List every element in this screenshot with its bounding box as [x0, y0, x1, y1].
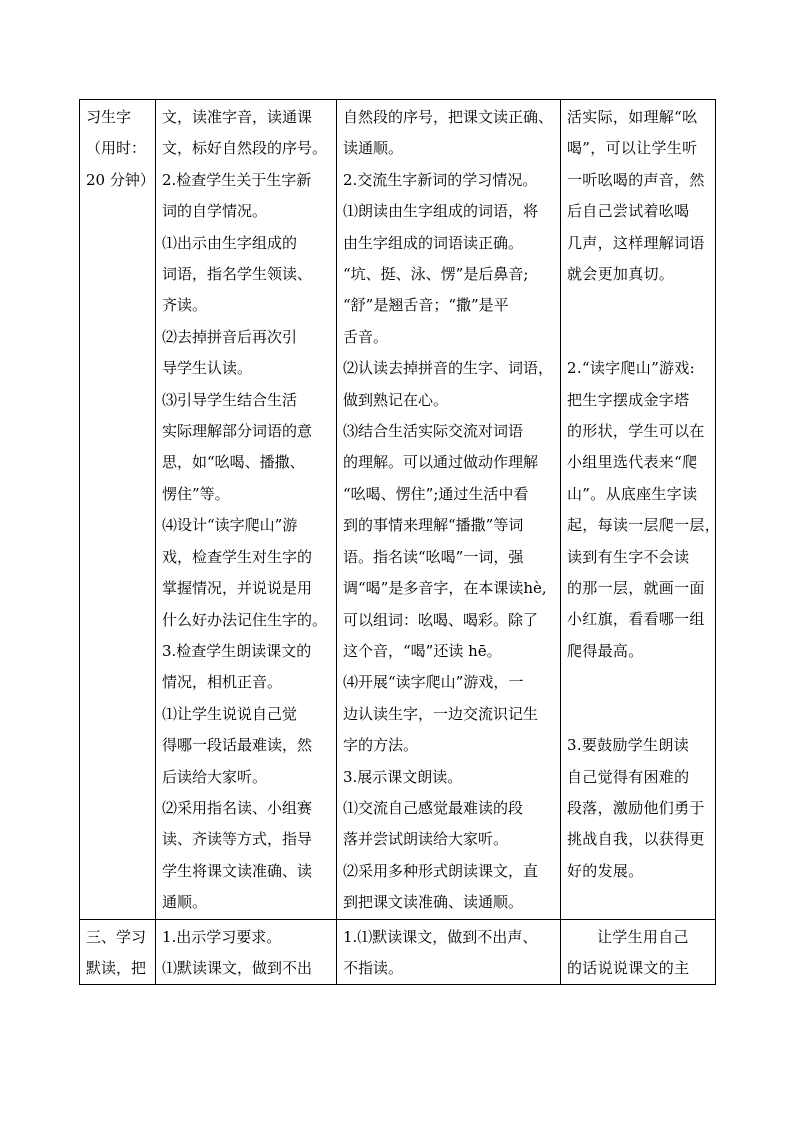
note-line: 山”。从底座生字读: [567, 484, 698, 503]
note-line: 2.“读字爬山”游戏:: [567, 359, 696, 378]
student-line: ⑴朗读由生字组成的词语，将: [343, 202, 539, 221]
teacher-line: ⑴默读课文，做到不出: [162, 958, 313, 977]
teacher-line: 后读给大家听。: [162, 767, 268, 786]
note-line: 读到有生字不会读: [567, 547, 690, 566]
stage-line: 习生字: [86, 108, 132, 126]
note-line: 后自己尝试着吆喝: [567, 202, 690, 221]
note-line: 的形状，学生可以在: [567, 422, 705, 441]
teacher-line: 戏，检查学生对生字的: [162, 547, 313, 566]
note-line: 就会更加真切。: [567, 265, 675, 284]
note-line: 一听吆喝的声音，然: [567, 170, 705, 189]
student-line: 不指读。: [343, 958, 404, 977]
note-spacer: [567, 667, 709, 730]
teacher-line: ⑵去掉拼音后再次引: [162, 327, 298, 346]
note-line: 几声，这样理解词语: [567, 233, 705, 252]
student-line: 语。指名读“吆喝”一词，强: [343, 547, 524, 566]
note-line: 的那一层，就画一面: [567, 579, 705, 598]
note-line: 好的发展。: [567, 861, 644, 880]
teacher-line: 思，如“吆喝、播撒、: [162, 453, 305, 472]
table-row: [80, 919, 716, 985]
teacher-line: ⑷设计“读字爬山”游: [162, 516, 298, 535]
stage-line: 默读，把: [86, 958, 147, 977]
student-line: 舌音。: [343, 327, 389, 346]
design-notes-cell: [561, 919, 716, 985]
note-line: 喝”，可以让学生听: [567, 139, 698, 158]
teacher-activity-cell: [156, 100, 337, 920]
teacher-line: 文，标好自然段的序号。: [162, 139, 328, 158]
note-line: 小红旗，看看哪一组: [567, 610, 705, 629]
student-line: 落并尝试朗读给大家听。: [343, 830, 509, 849]
teacher-line: 词的自学情况。: [162, 202, 268, 221]
stage-line: 20 分钟）: [86, 170, 155, 189]
note-line: 小组里选代表来“爬: [567, 453, 698, 472]
table-row: [80, 100, 716, 920]
stage-line: （用时：: [86, 139, 147, 158]
teacher-line: 2.检查学生关于生字新: [162, 170, 312, 189]
teacher-line: 通顺。: [162, 893, 208, 912]
note-spacer: [567, 290, 709, 353]
student-line: 3.展示课文朗读。: [343, 767, 463, 786]
student-line: 字的方法。: [343, 736, 419, 755]
student-line: ⑵采用多种形式朗读课文，直: [343, 861, 539, 880]
student-line: “坑、挺、泳、愣”是后鼻音;: [343, 265, 529, 284]
teacher-line: ⑵采用指名读、小组赛: [162, 798, 313, 817]
student-line: 调“喝”是多音字，在本课读hè,: [343, 579, 547, 598]
teacher-line: 实际理解部分词语的意: [162, 422, 313, 441]
note-line: 爬得最高。: [567, 641, 644, 660]
lesson-plan-table: [79, 99, 721, 985]
student-line: ⑴交流自己感觉最难读的段: [343, 798, 524, 817]
student-line: 的理解。可以通过做动作理解: [343, 453, 539, 472]
teacher-line: ⑴出示由生字组成的: [162, 233, 298, 252]
student-line: 到把课文读准确、读通顺。: [343, 893, 524, 912]
note-line: 活实际，如理解“吆: [567, 108, 698, 126]
teacher-line: 导学生认读。: [162, 359, 253, 378]
student-line: 自然段的序号，把课文读正确、: [343, 108, 554, 126]
stage-cell: [80, 100, 156, 920]
note-line: 的话说说课文的主: [567, 958, 690, 977]
note-line: 把生字摆成金字塔: [567, 390, 690, 409]
student-activity-cell: [337, 100, 561, 920]
teacher-line: 词语，指名学生领读、: [162, 265, 313, 284]
note-line: 让学生用自己: [597, 927, 689, 946]
student-line: ⑵认读去掉拼音的生字、词语，: [343, 359, 554, 378]
student-line: 可以组词：吆喝、喝彩。除了: [343, 610, 539, 629]
student-activity-cell: [337, 919, 561, 985]
teacher-line: 情况，相机正音。: [162, 673, 283, 692]
student-line: 做到熟记在心。: [343, 390, 449, 409]
teacher-line: 1.出示学习要求。: [162, 927, 282, 946]
student-line: 读通顺。: [343, 139, 404, 158]
teacher-line: 学生将课文读准确、读: [162, 861, 313, 880]
student-line: ⑷开展“读字爬山”游戏，一: [343, 673, 524, 692]
teacher-line: 文，读准字音，读通课: [162, 108, 313, 126]
stage-cell: [80, 919, 156, 985]
note-line: 自己觉得有困难的: [567, 767, 690, 786]
student-line: 由生字组成的词语读正确。: [343, 233, 524, 252]
note-line: 起，每读一层爬一层，: [567, 516, 721, 535]
teacher-activity-cell: [156, 919, 337, 985]
note-line: 段落，激励他们勇于: [567, 798, 705, 817]
student-line: 到的事情来理解“播撒”等词: [343, 516, 524, 535]
stage-line: 三、学习: [86, 927, 147, 946]
note-line: 3.要鼓励学生朗读: [567, 736, 690, 755]
teacher-line: 3.检查学生朗读课文的: [162, 641, 312, 660]
note-line: 挑战自我，以获得更: [567, 830, 705, 849]
teacher-line: 愣住”等。: [162, 484, 230, 503]
student-line: 边认读生字，一边交流识记生: [343, 704, 539, 723]
teacher-line: 掌握情况，并说说是用: [162, 579, 313, 598]
teacher-line: 得哪一段话最难读，然: [162, 736, 313, 755]
student-line: 1.⑴默读课文，做到不出声、: [343, 927, 538, 946]
student-line: 这个音，“喝”还读 hē。: [343, 641, 502, 660]
teacher-line: ⑶引导学生结合生活: [162, 390, 298, 409]
teacher-line: ⑴让学生说说自己觉: [162, 704, 298, 723]
student-line: “舒”是翘舌音；“撒”是平: [343, 296, 509, 315]
teacher-line: 什么好办法记住生字的。: [162, 610, 328, 629]
teacher-line: 齐读。: [162, 296, 208, 315]
student-line: “吆喝、愣住”;通过生活中看: [343, 484, 529, 503]
teacher-line: 读、齐读等方式，指导: [162, 830, 313, 849]
design-notes-cell: [561, 100, 721, 920]
student-line: 2.交流生字新词的学习情况。: [343, 170, 538, 189]
student-line: ⑶结合生活实际交流对词语: [343, 422, 524, 441]
